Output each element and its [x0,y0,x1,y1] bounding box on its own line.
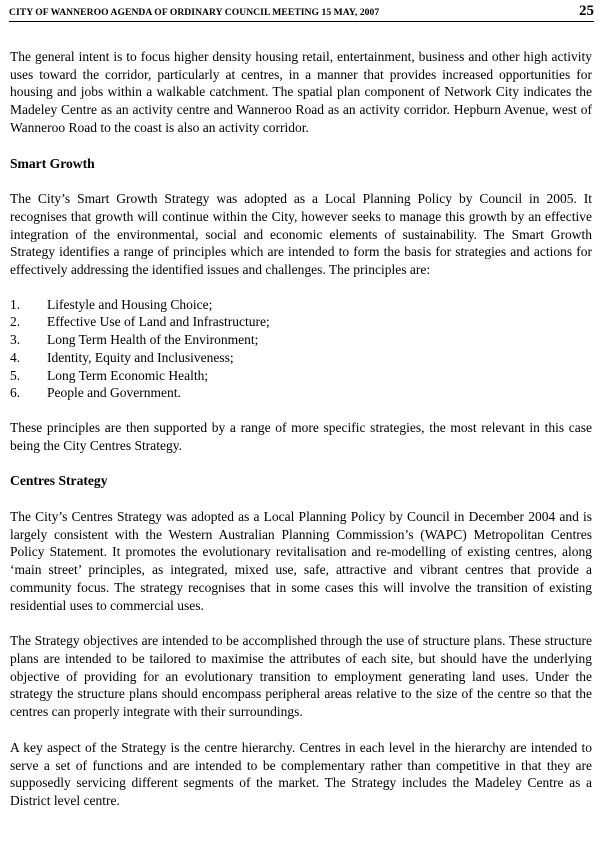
smart-growth-heading: Smart Growth [10,155,95,171]
list-item [10,296,592,314]
header-title: CITY OF WANNEROO AGENDA OF ORDINARY COUNCIL MEETING 15 MAY, 2007 [9,7,380,18]
list-item-number: 4. [10,349,21,365]
list-item [10,384,592,402]
hierarchy-paragraph: A key aspect of the Strategy is the centre hierarchy. Centres in each level in the hierarchy are intended to serve a set of functions and are intended to be complementary rather than competitive in that they are supposedly servicing different segments of the market. The Strategy includes the Madeley Centre as a District level centre. [10,739,592,808]
list-item-number: 2. [10,314,21,330]
list-item-text: Identity, Equity and Inclusiveness; [47,349,234,365]
list-item-number: 5. [10,367,21,383]
list-item-text: Long Term Economic Health; [47,367,209,383]
list-item-number: 6. [10,385,21,401]
page-header [9,3,594,22]
principles-list [10,296,592,402]
centres-strategy-paragraph: The City’s Centres Strategy was adopted as a Local Planning Policy by Council in December 2004 and is largely consistent with the Western Australian Planning Commission’s (WAPC) Metropolitan Centres Policy Statement. It promotes the evolutionary revitalisation and re-modelling of existing centres, along ‘main street’ principles, as integrated, mixed use, safe, attractive and vibrant centres that provide a community focus. The strategy recognises that in some cases this will involve the transition of existing residential uses to commercial uses. [10,509,592,613]
list-item-text: Lifestyle and Housing Choice; [47,296,213,312]
list-item-number: 3. [10,332,21,348]
list-item-text: People and Government. [47,385,181,401]
list-item [10,367,592,385]
document-body [10,48,592,810]
objectives-paragraph: The Strategy objectives are intended to be accomplished through the use of structure plans. These structure plans are intended to be tailored to maximise the attributes of each site, but should have the underlying objective of providing for an evolutionary transition to employment generating land uses. Under the strategy the structure plans should encompass peripheral areas relative to the size of the centre so that the centres can properly integrate with their surroundings. [10,633,592,720]
list-item-text: Effective Use of Land and Infrastructure; [47,314,270,330]
smart-growth-paragraph: The City’s Smart Growth Strategy was adopted as a Local Planning Policy by Council in 2005. It recognises that growth will continue within the City, however seeks to manage this growth by an effective integration of the environmental, social and economic elements of sustainability. The Smart Growth Strategy identifies a range of principles which are intended to form the basis for strategies and actions for effectively addressing the identified issues and challenges. The principles are: [10,191,592,278]
support-paragraph: These principles are then supported by a range of more specific strategies, the most relevant in this case being the City Centres Strategy. [10,419,592,453]
list-item [10,313,592,331]
list-item [10,349,592,367]
page-number: 25 [579,3,594,19]
list-item [10,331,592,349]
list-item-number: 1. [10,296,21,312]
intro-paragraph: The general intent is to focus higher density housing retail, entertainment, business and other high activity uses toward the corridor, particularly at centres, in a manner that provides increased opportunities for housing and jobs within a walkable catchment. The spatial plan component of Network City indicates the Madeley Centre as an activity centre and Wanneroo Road as an activity corridor. Hepburn Avenue, west of Wanneroo Road to the coast is also an activity corridor. [10,49,592,135]
list-item-text: Long Term Health of the Environment; [47,332,259,348]
centres-strategy-heading: Centres Strategy [10,473,108,489]
